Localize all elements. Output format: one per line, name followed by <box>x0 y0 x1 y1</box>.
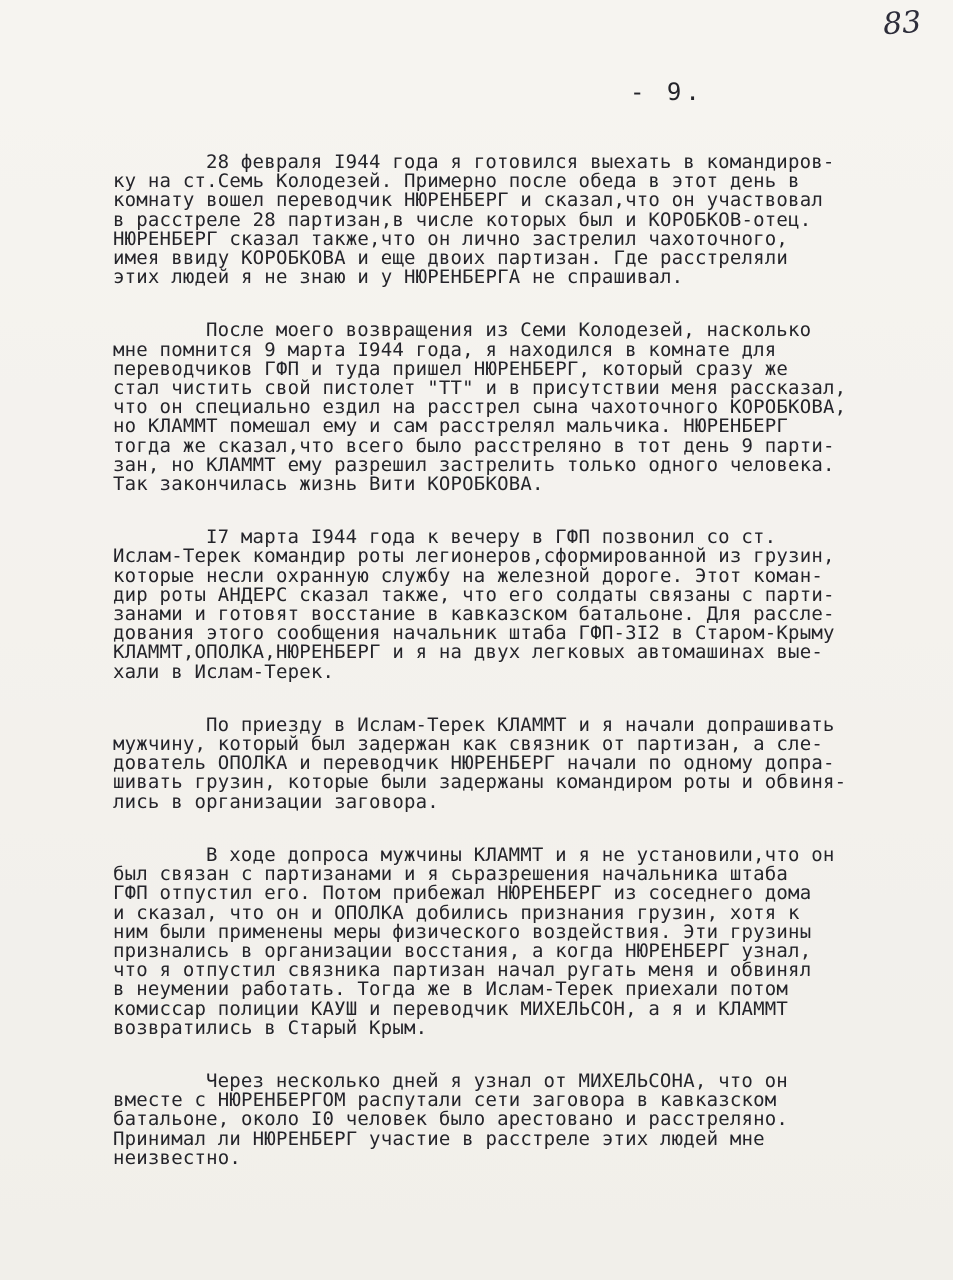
text-line: I7 марта I944 года к вечеру в ГФП позвонил со ст. <box>206 526 777 549</box>
text-line: дир роты АНДЕРС сказал также, что его солдаты связаны с парти- <box>113 583 835 606</box>
text-line: КЛАММТ,ОПОЛКА,НЮРЕНБЕРГ и я на двух легковых автомашинах вые- <box>113 641 823 664</box>
text-line: переводчиков ГФП и туда пришел НЮРЕНБЕРГ, который сразу же <box>113 357 789 380</box>
text-line: имея ввиду КОРОБКОВА и еще двоих партизан. Где расстреляли <box>113 247 789 270</box>
text-line: в неумении работать. Тогда же в Ислам-Терек приехали потом <box>113 978 789 1001</box>
text-line: неизвестно. <box>113 1146 242 1169</box>
text-line: что он специально ездил на расстрел сына чахоточного КОРОБКОВА, <box>113 396 847 419</box>
paragraph <box>113 528 933 682</box>
text-line: Через несколько дней я узнал от МИХЕЛЬСОНА, что он <box>206 1069 788 1092</box>
paragraph <box>113 153 933 287</box>
text-line: шивать грузин, которые были задержаны командиром роты и обвиня- <box>113 771 847 794</box>
text-line: и сказал, что он и ОПОЛКА добились признания грузин, хотя к <box>113 901 800 924</box>
page-number: - 9. <box>630 78 704 106</box>
text-line: комнату вошел переводчик НЮРЕНБЕРГ и сказал,что он участвовал <box>113 189 823 212</box>
text-line: дователь ОПОЛКА и переводчик НЮРЕНБЕРГ начали по одному допра- <box>113 752 835 775</box>
text-line: тогда же сказал,что всего было расстреляно в тот день 9 парти- <box>113 434 835 457</box>
text-line: хали в Ислам-Терек. <box>113 660 335 683</box>
text-line: этих людей я не знаю и у НЮРЕНБЕРГА не спрашивал. <box>113 266 684 289</box>
text-line: НЮРЕНБЕРГ сказал также,что он лично застрелил чахоточного, <box>113 227 789 250</box>
paragraph <box>113 843 933 1039</box>
text-line: стал чистить свой пистолет "ТТ" и в присутствии меня рассказал, <box>113 377 847 400</box>
text-line: комиссар полиции КАУШ и переводчик МИХЕЛЬСОН, а я и КЛАММТ <box>113 997 789 1020</box>
text-line: Принимал ли НЮРЕНБЕРГ участие в расстреле этих людей мне <box>113 1127 765 1150</box>
text-line: в расстреле 28 партизан,в числе которых был и КОРОБКОВ-отец. <box>113 208 812 231</box>
text-line: По приезду в Ислам-Терек КЛАММТ и я начали допрашивать <box>206 713 835 736</box>
text-line: мне помнится 9 марта I944 года, я находился в комнате для <box>113 338 777 361</box>
text-line: но КЛАММТ помешал ему и сам расстрелял мальчика. НЮРЕНБЕРГ <box>113 415 789 438</box>
text-line: вместе с НЮРЕНБЕРГОМ распутали сети заговора в кавказском <box>113 1089 777 1112</box>
text-line: возвратились в Старый Крым. <box>113 1016 428 1039</box>
text-line: мужчину, который был задержан как связник от партизан, а сле- <box>113 733 823 756</box>
text-line: занами и готовят восстание в кавказском батальоне. Для рассле- <box>113 603 835 626</box>
paragraph <box>113 713 933 813</box>
text-line: зан, но КЛАММТ ему разрешил застрелить только одного человека. <box>113 453 835 476</box>
text-line: Ислам-Терек командир роты легионеров,сформированной из грузин, <box>113 545 835 568</box>
document-body <box>113 153 933 1202</box>
text-line: был связан с партизанами и я сьразрешения начальника штаба <box>113 863 789 886</box>
text-line: дования этого сообщения начальник штаба ГФП-3I2 в Старом-Крыму <box>113 622 835 645</box>
text-line: которые несли охранную службу на железной дороге. Этот коман- <box>113 564 823 587</box>
archive-page-number: 83 <box>881 4 923 43</box>
text-line: 28 февраля I944 года я готовился выехать в командиров- <box>206 151 835 173</box>
text-line: лись в организации заговора. <box>113 790 439 813</box>
paragraph <box>113 1069 933 1169</box>
text-line: После моего возвращения из Семи Колодезей, насколько <box>206 319 812 342</box>
paragraph <box>113 321 933 494</box>
text-line: что я отпустил связника партизан начал ругать меня и обвинял <box>113 959 812 982</box>
text-line: В ходе допроса мужчины КЛАММТ и я не установили,что он <box>206 843 835 866</box>
text-line: батальоне, около I0 человек было арестовано и расстреляно. <box>113 1108 789 1131</box>
text-line: Так закончилась жизнь Вити КОРОБКОВА. <box>113 473 544 496</box>
text-line: ГФП отпустил его. Потом прибежал НЮРЕНБЕРГ из соседнего дома <box>113 882 812 905</box>
text-line: признались в организации восстания, а когда НЮРЕНБЕРГ узнал, <box>113 939 812 962</box>
text-line: ним были применены меры физического воздействия. Эти грузины <box>113 920 812 943</box>
text-line: ку на ст.Семь Колодезей. Примерно после обеда в этот день в <box>113 170 800 193</box>
